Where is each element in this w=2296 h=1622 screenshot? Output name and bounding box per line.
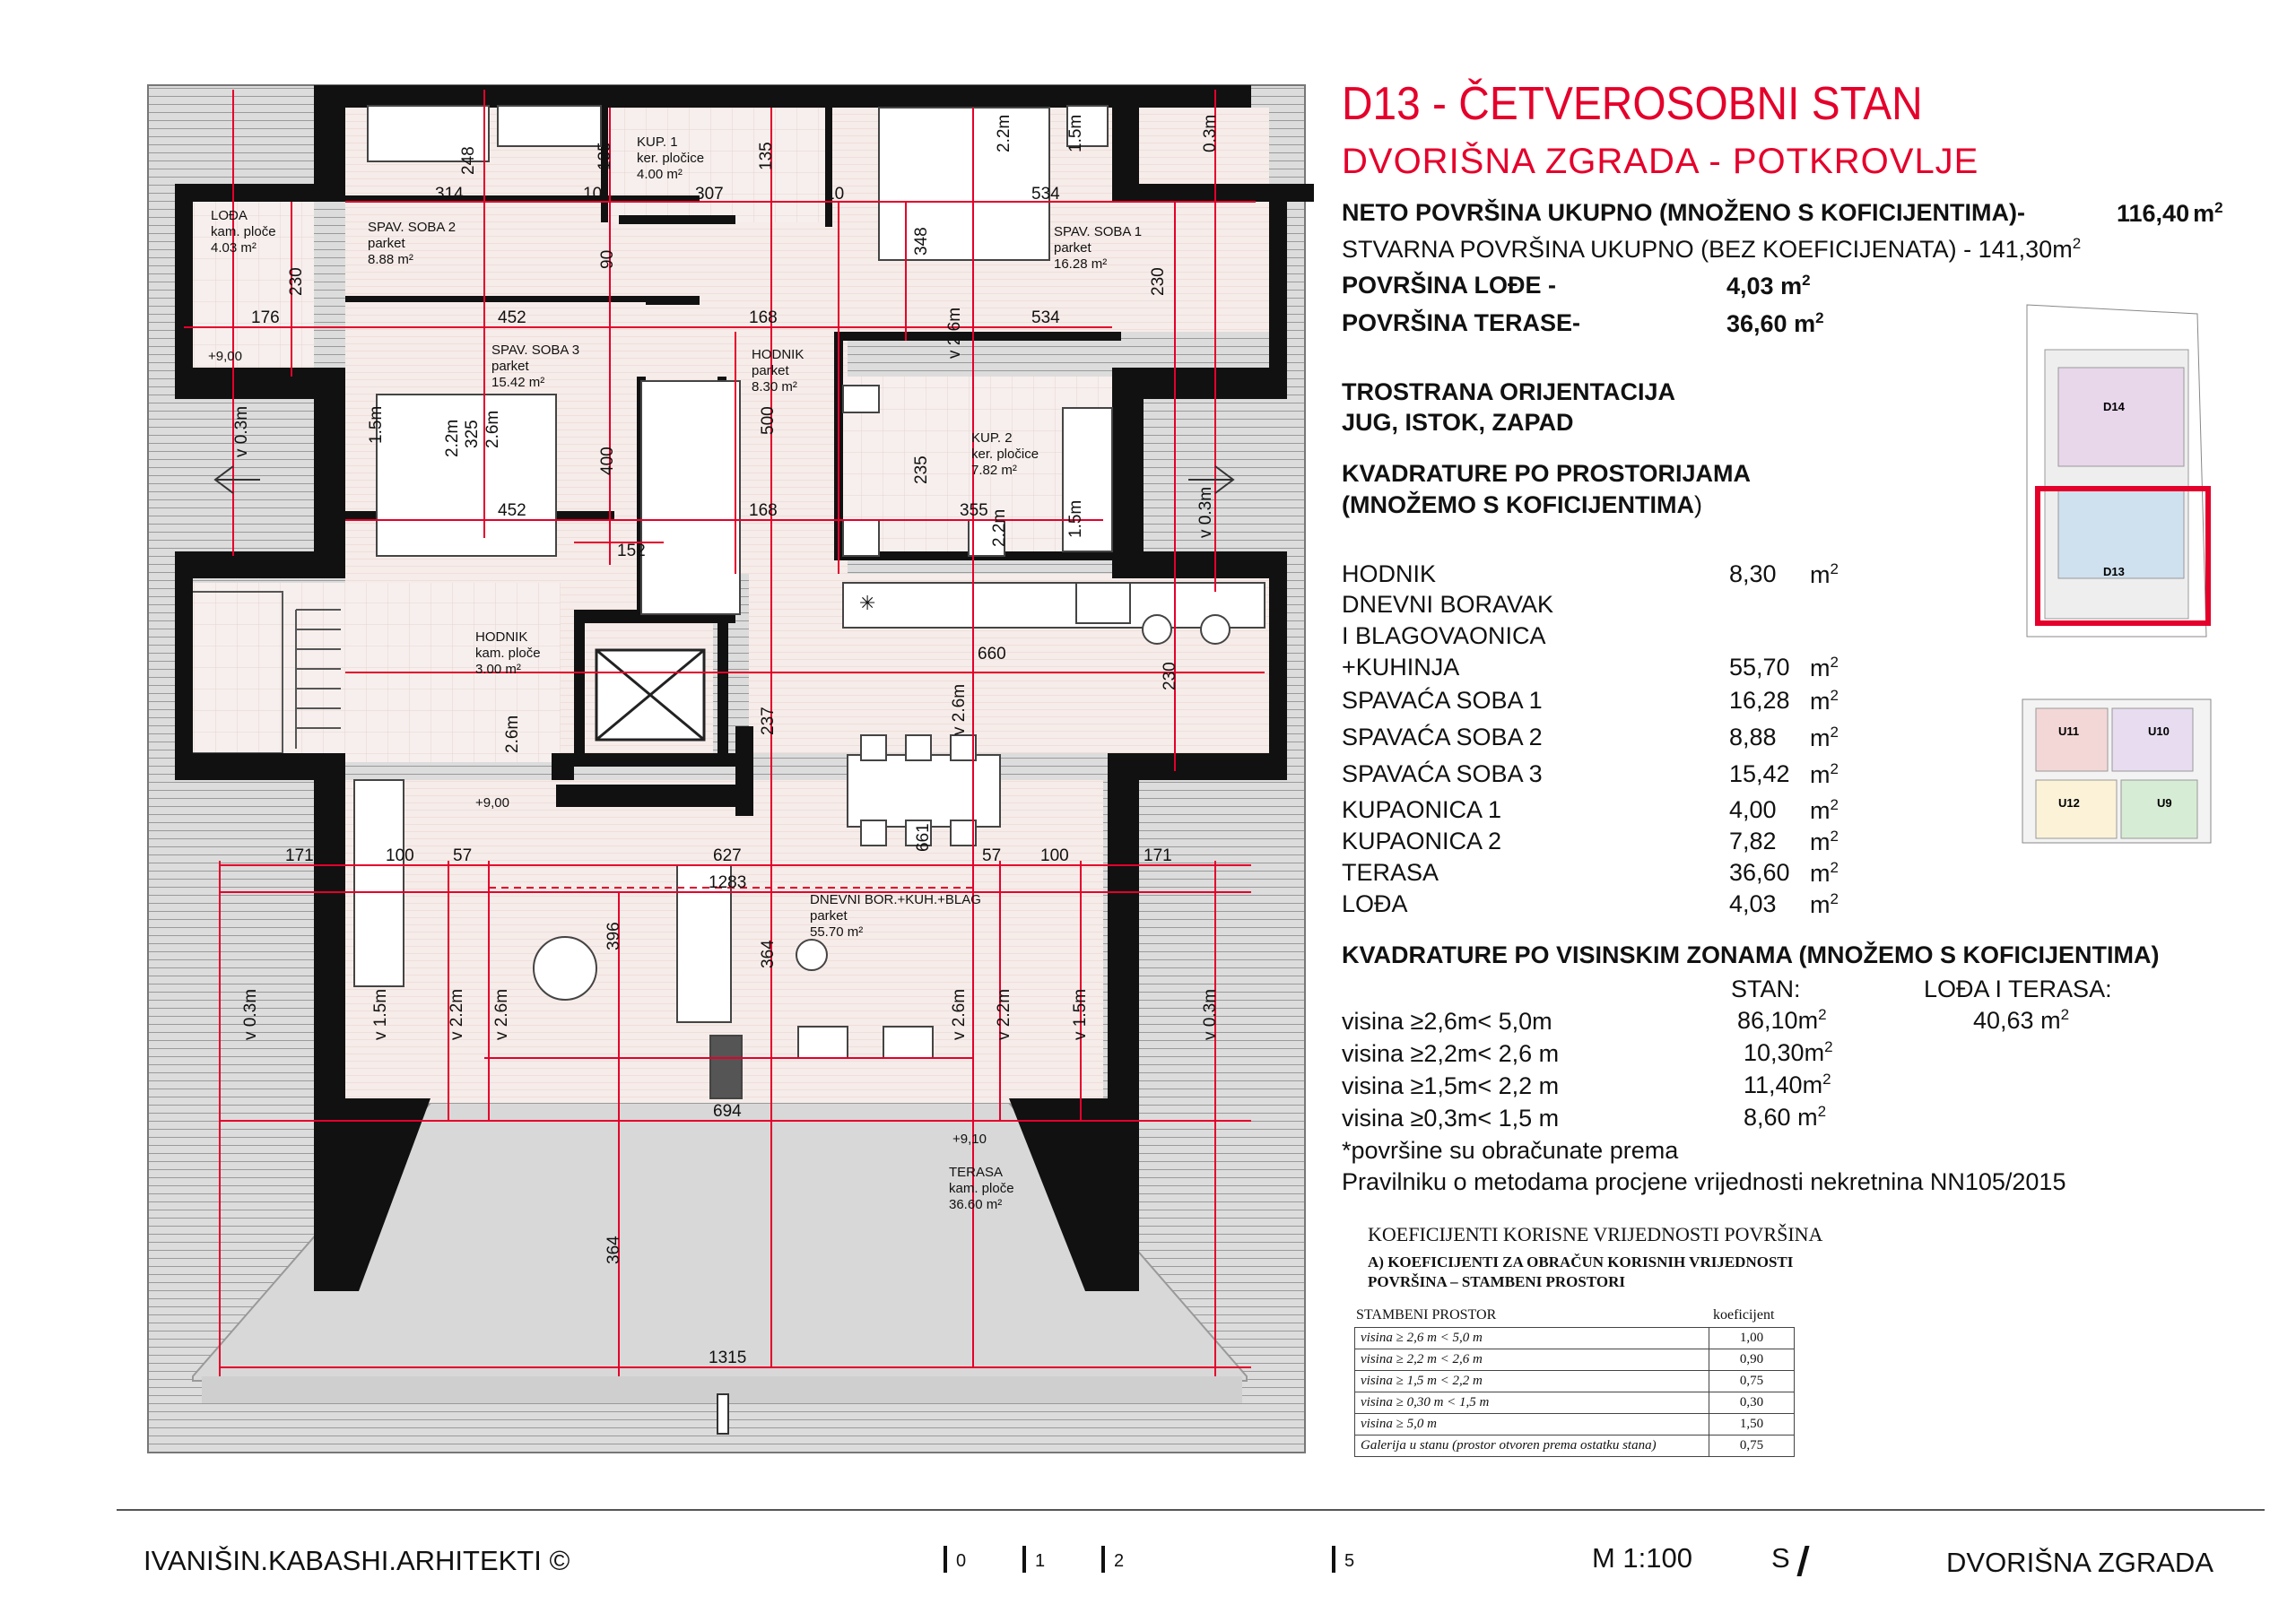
svg-text:v 2.6m: v 2.6m: [492, 988, 511, 1040]
svg-text:v 1.5m: v 1.5m: [1071, 988, 1090, 1040]
rooms-heading: KVADRATURE PO PROSTORIJAMA: [1342, 460, 1752, 487]
svg-text:230: 230: [1149, 267, 1168, 296]
svg-text:55.70 m²: 55.70 m²: [810, 924, 864, 940]
svg-text:1.5m: 1.5m: [367, 405, 386, 444]
orientation-line2: JUG, ISTOK, ZAPAD: [1342, 409, 1574, 436]
neto-label: NETO POVRŠINA UKUPNO (MNOŽENO S KOFICIJENTIMA)-: [1342, 199, 2026, 226]
svg-text:248: 248: [459, 146, 478, 175]
footer-divider: [117, 1509, 2265, 1511]
svg-text:661: 661: [914, 823, 933, 852]
orientation-line1: TROSTRANA ORIJENTACIJA: [1342, 378, 1676, 405]
room-value: 36,60: [1729, 859, 1790, 886]
zone-value: $11,40m^2$: [1744, 1071, 1831, 1098]
svg-text:1283: 1283: [709, 873, 747, 892]
svg-text:v 2.6m: v 2.6m: [945, 307, 964, 359]
table-row: visina ≥ 1,5 m < 2,2 m 0,75: [1355, 1371, 1795, 1392]
list-item: KUPAONICA 2: [1342, 828, 1502, 854]
room-terrace-label: TERASA: [949, 1165, 1004, 1180]
svg-text:660: 660: [978, 645, 1006, 664]
svg-text:534: 534: [1031, 308, 1060, 327]
zone-row: visina ≥0,3m< 1,5 m: [1342, 1105, 1560, 1132]
scale-label: M 1:100: [1592, 1542, 1693, 1574]
list-item: SPAVAĆA SOBA 3: [1342, 760, 1543, 787]
svg-text:v 2.2m: v 2.2m: [448, 988, 466, 1040]
unit-label: $m^2$: [1810, 654, 1839, 681]
svg-text:0.3m: 0.3m: [1201, 114, 1220, 152]
svg-text:168: 168: [749, 308, 778, 327]
svg-text:10: 10: [825, 185, 845, 204]
rooms-heading-2: (MNOŽEMO S KOFICIJENTIMA): [1342, 491, 1702, 518]
svg-text:100: 100: [386, 846, 414, 865]
unit-label: $m^2$: [1810, 687, 1839, 715]
svg-text:314: 314: [435, 185, 464, 204]
list-item: LOĐA: [1342, 890, 1408, 917]
svg-text:396: 396: [604, 922, 623, 950]
svg-text:ker. pločice: ker. pločice: [637, 151, 705, 166]
list-item: SPAVAĆA SOBA 2: [1342, 724, 1543, 750]
svg-text:4.00 m²: 4.00 m²: [637, 167, 683, 182]
svg-text:237: 237: [759, 707, 778, 735]
zone-row: visina ≥2,6m< 5,0m: [1342, 1008, 1552, 1035]
lodja-area-label: POVRŠINA LOĐE -: [1342, 272, 1557, 299]
svg-text:627: 627: [713, 846, 742, 865]
scale-label-2: 2: [1114, 1551, 1125, 1571]
list-item: SPAVAĆA SOBA 1: [1342, 687, 1543, 714]
room-value: 55,70: [1729, 654, 1790, 681]
svg-text:v 1.5m: v 1.5m: [371, 988, 390, 1040]
table-row: visina ≥ 2,6 m < 5,0 m 1,00: [1355, 1328, 1795, 1349]
coef-subtitle1: A) KOEFICIJENTI ZA OBRAČUN KORISNIH VRIJEDNOSTI: [1368, 1253, 1794, 1271]
list-item: HODNIK: [1342, 560, 1437, 587]
room-value: 15,42: [1729, 760, 1790, 787]
lodja-label: LOĐA: [211, 208, 248, 223]
svg-text:325: 325: [463, 420, 482, 448]
svg-text:v 2.6m: v 2.6m: [950, 683, 969, 735]
zones-heading: KVADRATURE PO VISINSKIM ZONAMA (MNOŽEMO S KOFICIJENTIMA): [1342, 941, 2160, 968]
north-arrow-icon: [1796, 1546, 1809, 1576]
svg-text:100: 100: [1040, 846, 1069, 865]
north-label: S: [1771, 1542, 1790, 1574]
svg-text:57: 57: [982, 846, 1002, 865]
elevator: [596, 650, 704, 740]
svg-text:2.2m: 2.2m: [995, 114, 1013, 152]
level-terrace: +9,10: [952, 1132, 987, 1147]
list-item: +KUHINJA: [1342, 654, 1460, 681]
svg-text:2.6m: 2.6m: [483, 410, 502, 448]
svg-text:8.88 m²: 8.88 m²: [368, 252, 413, 267]
zone-row: visina ≥1,5m< 2,2 m: [1342, 1072, 1560, 1099]
svg-text:452: 452: [498, 308, 526, 327]
room-stair-hall-label: HODNIK: [475, 629, 528, 645]
svg-text:90: 90: [598, 249, 617, 269]
level-lodja: +9,00: [208, 349, 242, 364]
coef-col1: STAMBENI PROSTOR: [1356, 1307, 1497, 1323]
room-value: 4,00: [1729, 796, 1777, 823]
svg-text:135: 135: [757, 142, 776, 170]
svg-text:D13: D13: [2103, 565, 2125, 578]
svg-text:1.5m: 1.5m: [1066, 114, 1085, 152]
table-row: visina ≥ 0,30 m < 1,5 m 0,30: [1355, 1392, 1795, 1414]
table-row: Galerija u stanu (prostor otvoren prema ostatku stana) 0,75: [1355, 1436, 1795, 1457]
svg-text:v 0.3m: v 0.3m: [241, 988, 260, 1040]
page-subtitle: DVORIŠNA ZGRADA - POTKROVLJE: [1342, 142, 1979, 181]
room-hodnik-label: HODNIK: [752, 347, 804, 362]
room-kup2-label: KUP. 2: [971, 430, 1013, 446]
unit-label: $m^2$: [1810, 828, 1839, 855]
svg-text:3.00 m²: 3.00 m²: [475, 662, 521, 677]
svg-text:U11: U11: [2058, 724, 2080, 738]
svg-text:364: 364: [759, 940, 778, 968]
svg-text:v 2.2m: v 2.2m: [995, 988, 1013, 1040]
svg-text:348: 348: [912, 227, 931, 256]
svg-text:v 2.6m: v 2.6m: [950, 988, 969, 1040]
coef-title: KOEFICIJENTI KORISNE VRIJEDNOSTI POVRŠINA: [1368, 1223, 1823, 1245]
svg-text:D14: D14: [2103, 400, 2125, 413]
svg-text:500: 500: [759, 406, 778, 435]
terasa-area-label: POVRŠINA TERASE-: [1342, 309, 1581, 336]
level-hall: +9,00: [475, 795, 509, 811]
unit-label: $m^2$: [1810, 890, 1839, 918]
svg-text:U10: U10: [2148, 724, 2170, 738]
room-living-label: DNEVNI BOR.+KUH.+BLAG: [810, 892, 981, 907]
list-item: KUPAONICA 1: [1342, 796, 1502, 823]
room-value: 8,88: [1729, 724, 1777, 750]
room-soba3-label: SPAV. SOBA 3: [491, 343, 580, 358]
room-value: 16,28: [1729, 687, 1790, 714]
bathroom1-floor: [601, 106, 825, 222]
coef-subtitle2: POVRŠINA – STAMBENI PROSTORI: [1368, 1273, 1626, 1290]
svg-text:U9: U9: [2157, 796, 2172, 810]
svg-text:kam. ploče: kam. ploče: [475, 646, 541, 661]
room-kup1-label: KUP. 1: [637, 134, 678, 150]
svg-text:364: 364: [604, 1236, 623, 1264]
svg-text:230: 230: [1161, 662, 1179, 690]
svg-text:v 0.3m: v 0.3m: [232, 405, 251, 457]
unit-label: $m^2$: [1810, 560, 1839, 588]
zone-value: 8,60 $m^2$: [1744, 1103, 1827, 1131]
svg-text:parket: parket: [752, 363, 789, 378]
scale-tick-1: [1022, 1546, 1026, 1573]
room-value: 4,03: [1729, 890, 1777, 917]
list-item: I BLAGOVAONICA: [1342, 622, 1546, 649]
scale-label-0: 0: [956, 1551, 967, 1571]
svg-text:v 0.3m: v 0.3m: [1196, 486, 1215, 538]
svg-text:452: 452: [498, 501, 526, 520]
svg-text:parket: parket: [491, 359, 529, 374]
svg-text:2.6m: 2.6m: [503, 715, 522, 753]
svg-text:168: 168: [749, 501, 778, 520]
lodja-area-value: 4,03 $m^2$: [1726, 272, 1811, 299]
svg-text:694: 694: [713, 1102, 742, 1121]
lodja-terasa-total: 40,63 $m^2$: [1973, 1006, 2070, 1034]
svg-text:171: 171: [1144, 846, 1172, 865]
office-name: IVANIŠIN.KABASHI.ARHITEKTI ©: [144, 1545, 570, 1576]
unit-label: $m^2$: [1810, 859, 1839, 887]
svg-text:400: 400: [598, 447, 617, 475]
zones-col-lodja: LOĐA I TERASA:: [1924, 976, 2112, 1002]
svg-text:534: 534: [1031, 185, 1060, 204]
svg-text:v 0.3m: v 0.3m: [1201, 988, 1220, 1040]
svg-text:U12: U12: [2058, 796, 2080, 810]
list-item: TERASA: [1342, 859, 1439, 886]
svg-text:152: 152: [617, 542, 646, 560]
unit-label: $m^2$: [1810, 796, 1839, 824]
scale-tick-5: [1332, 1546, 1335, 1573]
svg-text:1315: 1315: [709, 1349, 747, 1367]
note-line1: *površine su obračunate prema: [1342, 1137, 1679, 1164]
terasa-area-value: 36,60 $m^2$: [1726, 309, 1824, 337]
svg-text:235: 235: [912, 455, 931, 484]
zones-col-stan: STAN:: [1731, 976, 1801, 1002]
svg-text:36.60 m²: 36.60 m²: [949, 1197, 1003, 1212]
room-soba1-label: SPAV. SOBA 1: [1054, 224, 1143, 239]
unit-label: $m^2$: [1810, 724, 1839, 751]
svg-text:230: 230: [287, 267, 306, 296]
scale-label-5: 5: [1344, 1551, 1355, 1571]
svg-text:10: 10: [583, 185, 603, 204]
note-line2: Pravilniku o metodama procjene vrijednosti nekretnina NN105/2015: [1342, 1168, 2066, 1195]
svg-text:kam. ploče: kam. ploče: [949, 1181, 1014, 1196]
room-soba2-label: SPAV. SOBA 2: [368, 220, 457, 235]
svg-text:355: 355: [960, 501, 988, 520]
key-plan: [2018, 296, 2215, 870]
svg-text:2.2m: 2.2m: [990, 508, 1009, 547]
stvarna-label: STVARNA POVRŠINA UKUPNO (BEZ KOEFICIJENATA) - $141,30m^2$: [1342, 235, 2082, 263]
svg-text:8.30 m²: 8.30 m²: [752, 379, 797, 395]
zone-row: visina ≥2,2m< 2,6 m: [1342, 1040, 1560, 1067]
svg-text:ker. pločice: ker. pločice: [971, 447, 1039, 462]
svg-text:307: 307: [695, 185, 724, 204]
zone-value: $10,30m^2$: [1744, 1038, 1833, 1066]
svg-text:57: 57: [453, 846, 473, 865]
building-name: DVORIŠNA ZGRADA: [1946, 1547, 2213, 1578]
svg-text:parket: parket: [810, 908, 848, 924]
coef-table: [1354, 1327, 1795, 1457]
scale-tick-0: [944, 1546, 947, 1573]
room-value: 8,30: [1729, 560, 1777, 587]
table-row: visina ≥ 5,0 m 1,50: [1355, 1414, 1795, 1436]
list-item: DNEVNI BORAVAK: [1342, 591, 1554, 618]
svg-text:4.03 m²: 4.03 m²: [211, 240, 257, 256]
room-value: 7,82: [1729, 828, 1777, 854]
svg-text:16.28 m²: 16.28 m²: [1054, 256, 1108, 272]
svg-text:7.82 m²: 7.82 m²: [971, 463, 1017, 478]
svg-text:parket: parket: [368, 236, 405, 251]
scale-label-1: 1: [1035, 1551, 1046, 1571]
svg-text:176: 176: [251, 308, 280, 327]
svg-text:parket: parket: [1054, 240, 1091, 256]
table-row: visina ≥ 2,2 m < 2,6 m 0,90: [1355, 1349, 1795, 1371]
svg-text:15.42 m²: 15.42 m²: [491, 375, 545, 390]
zone-value: $86,10m^2$: [1737, 1006, 1827, 1034]
svg-text:171: 171: [285, 846, 314, 865]
svg-text:1.5m: 1.5m: [1066, 499, 1085, 538]
svg-text:kam. ploče: kam. ploče: [211, 224, 276, 239]
neto-value: 116,40 $m^2$: [2117, 199, 2223, 227]
page-title: D13 - ČETVEROSOBNI STAN: [1342, 78, 1923, 130]
svg-text:✳: ✳: [859, 593, 876, 615]
coef-col2: koeficijent: [1713, 1307, 1775, 1323]
unit-label: $m^2$: [1810, 760, 1839, 788]
svg-text:135: 135: [596, 142, 614, 170]
svg-text:2.2m: 2.2m: [443, 419, 462, 457]
scale-tick-2: [1101, 1546, 1105, 1573]
